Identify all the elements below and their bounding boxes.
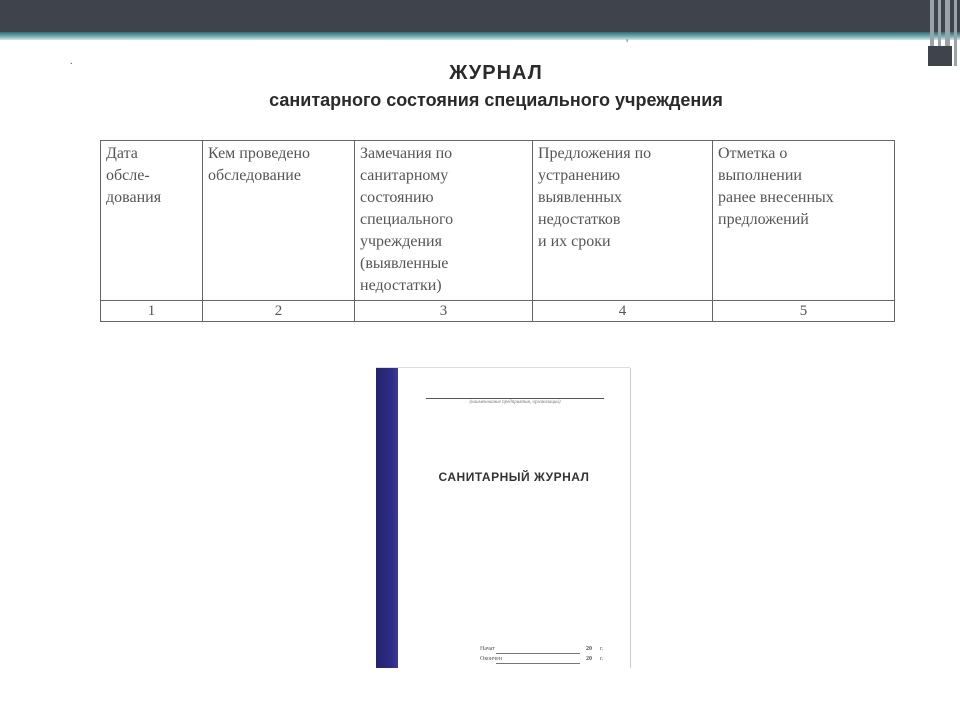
column-number: 3 [355,301,533,322]
journal-title: ЖУРНАЛ [449,62,543,84]
column-number: 4 [533,301,713,322]
journal-subtitle: санитарного состояния специального учреждения [269,90,723,110]
journal-scan [64,36,928,340]
slide-header-bar [0,0,960,32]
column-number: 2 [203,301,355,322]
slide-accent-line [0,32,960,40]
end-year-prefix: 20 [586,656,592,662]
start-year-suffix: г. [600,646,604,652]
slide-corner-block [926,46,952,66]
column-header-remarks: Замечания по санитарному состоянию специального учреждения (выявленные недостатки) [355,141,533,301]
column-header-proposals: Предложения по устранению выявленных недостатков и их сроки [533,141,713,301]
journal-cover-image [376,368,630,668]
end-year-suffix: г. [600,656,604,662]
journal-table [100,140,895,322]
column-number: 5 [713,301,895,322]
end-label: Окончен [480,656,503,662]
column-header-completion: Отметка о выполнении ранее внесенных предложений [713,141,895,301]
column-header-date: Дата обсле- дования [101,141,203,301]
cover-title: САНИТАРНЫЙ ЖУРНАЛ [438,470,590,484]
cover-org-caption: (наименование предприятия, организации) [469,400,561,405]
cover-spine [376,368,398,668]
table-header-row [101,141,895,301]
start-year-prefix: 20 [586,646,592,652]
column-header-inspector: Кем проведено обследование [203,141,355,301]
cover-end-date [480,656,620,666]
cover-org-line [426,398,604,399]
start-label: Начат [480,646,495,652]
cover-start-date [480,646,620,656]
column-number: 1 [101,301,203,322]
scan-mark: ' [626,36,629,50]
scan-mark: . [70,56,73,67]
table-number-row [101,301,895,322]
